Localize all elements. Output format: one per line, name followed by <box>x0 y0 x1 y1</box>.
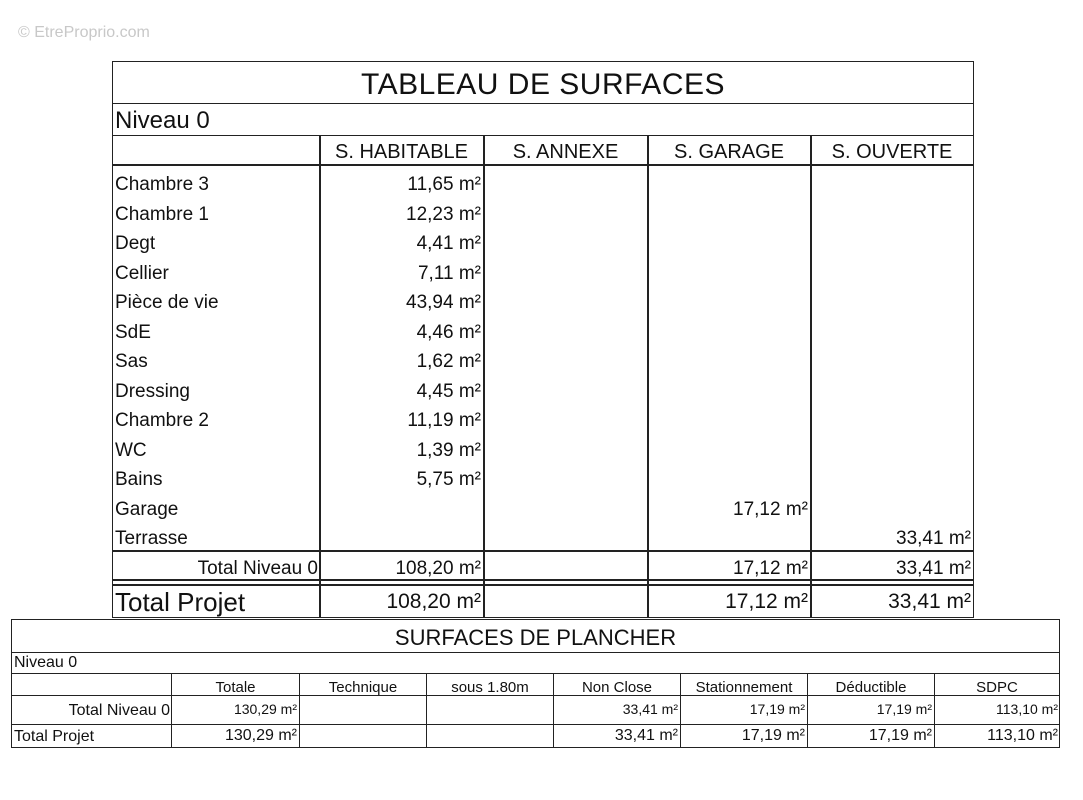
row-habitable: 4,41 m² <box>416 233 481 254</box>
row-label: Cellier <box>115 263 169 284</box>
total-divider <box>113 584 973 586</box>
total-project-ouverte: 33,41 m² <box>888 590 971 613</box>
header-divider <box>113 164 973 166</box>
header-annexe: S. ANNEXE <box>512 141 619 163</box>
row-label: Terrasse <box>115 528 188 549</box>
header-ouverte: S. OUVERTE <box>831 141 953 163</box>
cell-stationnement: 17,19 m² <box>741 727 805 744</box>
col-divider <box>483 136 485 618</box>
total-project-label: Total Projet <box>115 587 246 617</box>
cell-deductible: 17,19 m² <box>868 727 932 744</box>
header-garage: S. GARAGE <box>673 141 785 163</box>
cell-totale: 130,29 m² <box>233 701 297 717</box>
cell-totale: 130,29 m² <box>224 727 297 744</box>
row-habitable: 11,19 m² <box>407 410 481 431</box>
header-sous-180: sous 1.80m <box>451 679 529 696</box>
header-deductible: Déductible <box>835 679 907 696</box>
plancher-title: SURFACES DE PLANCHER <box>394 625 677 650</box>
row-habitable: 1,62 m² <box>416 351 481 372</box>
col-divider <box>647 136 649 618</box>
cell-sdpc: 113,10 m² <box>996 701 1058 717</box>
plancher-total-project-label: Total Projet <box>14 728 95 745</box>
row-habitable: 4,46 m² <box>416 322 481 343</box>
row-habitable: 11,65 m² <box>407 174 481 195</box>
plancher-divider <box>12 724 1059 725</box>
cell-non-close: 33,41 m² <box>614 727 678 744</box>
row-habitable: 1,39 m² <box>416 440 481 461</box>
plancher-level: Niveau 0 <box>14 654 78 671</box>
row-label: Pièce de vie <box>115 292 219 313</box>
plancher-divider <box>12 673 1059 674</box>
header-sdpc: SDPC <box>976 679 1018 696</box>
row-habitable: 43,94 m² <box>406 292 481 313</box>
total-level-habitable: 108,20 m² <box>395 558 481 579</box>
cell-deductible: 17,19 m² <box>876 701 932 717</box>
total-level-ouverte: 33,41 m² <box>896 558 971 579</box>
row-label: Sas <box>115 351 148 372</box>
plancher-total-level-label: Total Niveau 0 <box>68 702 170 719</box>
row-label: Bains <box>115 469 163 490</box>
row-label: WC <box>115 440 147 461</box>
header-habitable: S. HABITABLE <box>334 141 468 163</box>
row-label: SdE <box>115 322 151 343</box>
row-habitable: 4,45 m² <box>416 381 481 402</box>
row-label: Degt <box>115 233 156 254</box>
row-label: Dressing <box>115 381 190 402</box>
surfaces-table <box>112 61 974 618</box>
surfaces-title: TABLEAU DE SURFACES <box>113 62 973 104</box>
header-totale: Totale <box>215 679 256 696</box>
total-level-label: Total Niveau 0 <box>197 558 318 579</box>
surfaces-level: Niveau 0 <box>113 103 973 136</box>
row-label: Chambre 3 <box>115 174 209 195</box>
total-level-garage: 17,12 m² <box>733 558 808 579</box>
plancher-table <box>11 619 1060 748</box>
row-garage: 17,12 m² <box>733 499 808 520</box>
total-divider <box>113 550 973 552</box>
row-habitable: 5,75 m² <box>416 469 481 490</box>
header-stationnement: Stationnement <box>695 679 793 696</box>
total-project-garage: 17,12 m² <box>725 590 808 613</box>
row-habitable: 12,23 m² <box>406 204 481 225</box>
cell-non-close: 33,41 m² <box>622 701 678 717</box>
row-label: Chambre 1 <box>115 204 209 225</box>
cell-sdpc: 113,10 m² <box>987 727 1058 744</box>
header-non-close: Non Close <box>581 679 653 696</box>
row-habitable: 7,11 m² <box>417 263 481 284</box>
header-technique: Technique <box>328 679 398 696</box>
row-label: Chambre 2 <box>115 410 209 431</box>
total-project-habitable: 108,20 m² <box>386 590 481 613</box>
watermark: © EtreProprio.com <box>18 24 150 41</box>
row-ouverte: 33,41 m² <box>896 528 971 549</box>
cell-stationnement: 17,19 m² <box>749 701 805 717</box>
row-label: Garage <box>115 499 179 520</box>
